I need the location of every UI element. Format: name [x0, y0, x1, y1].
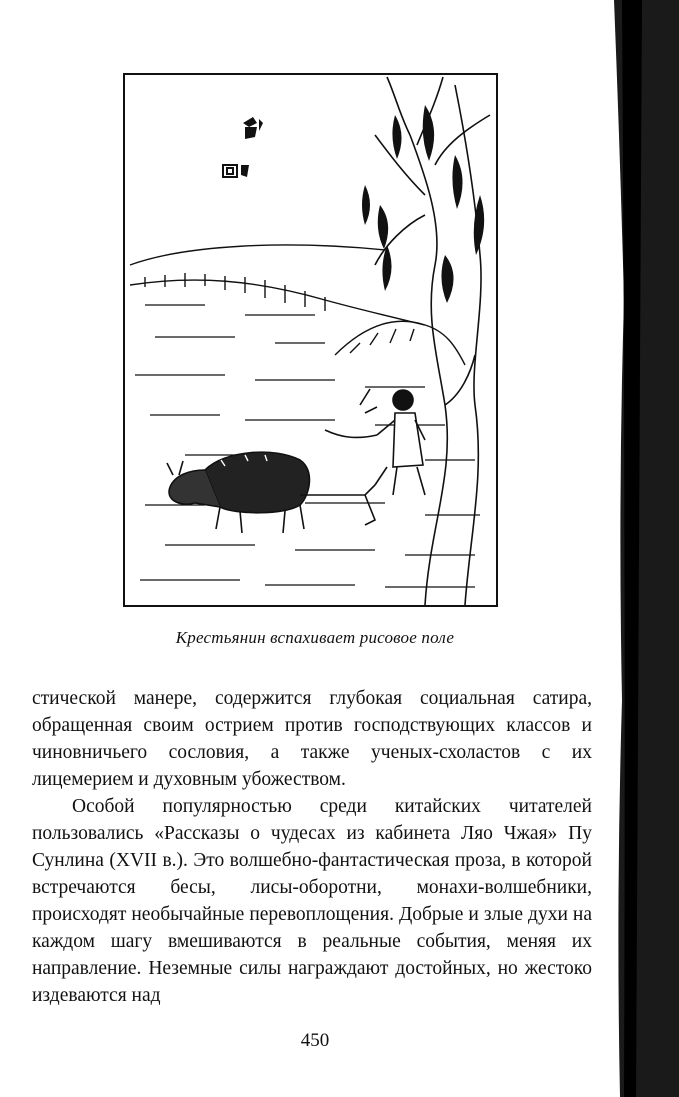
illustration-frame	[123, 73, 498, 607]
body-text	[32, 685, 592, 1009]
paragraph: Особой популярностью среди китайских читателей пользовались «Рассказы о чудесах из кабинета Ляо Чжая» Пу Сунлина (XVII в.). Это волшебно-фантастическая проза, в которой встречаются бесы, лисы-оборотни, монахи-волшебники, происходят необычайные перевоплощения. Добрые и злые духи на каждом шагу вмешиваются в реальные события, меняя их направление. Неземные силы награждают достойных, но жестоко издеваются над	[32, 796, 592, 1006]
page-number: 450	[300, 1030, 330, 1051]
figure-caption: Крестьянин вспахивает рисовое поле	[175, 628, 455, 647]
scan-binding-edge	[614, 0, 679, 1097]
plowing-illustration	[125, 75, 496, 605]
paragraph: стической манере, содержится глубокая социальная сатира, обращенная своим острием против господствующих классов и чиновничьего сословия, а также ученых-схоластов с их лицемерием и духовным убожеством.	[32, 688, 592, 790]
